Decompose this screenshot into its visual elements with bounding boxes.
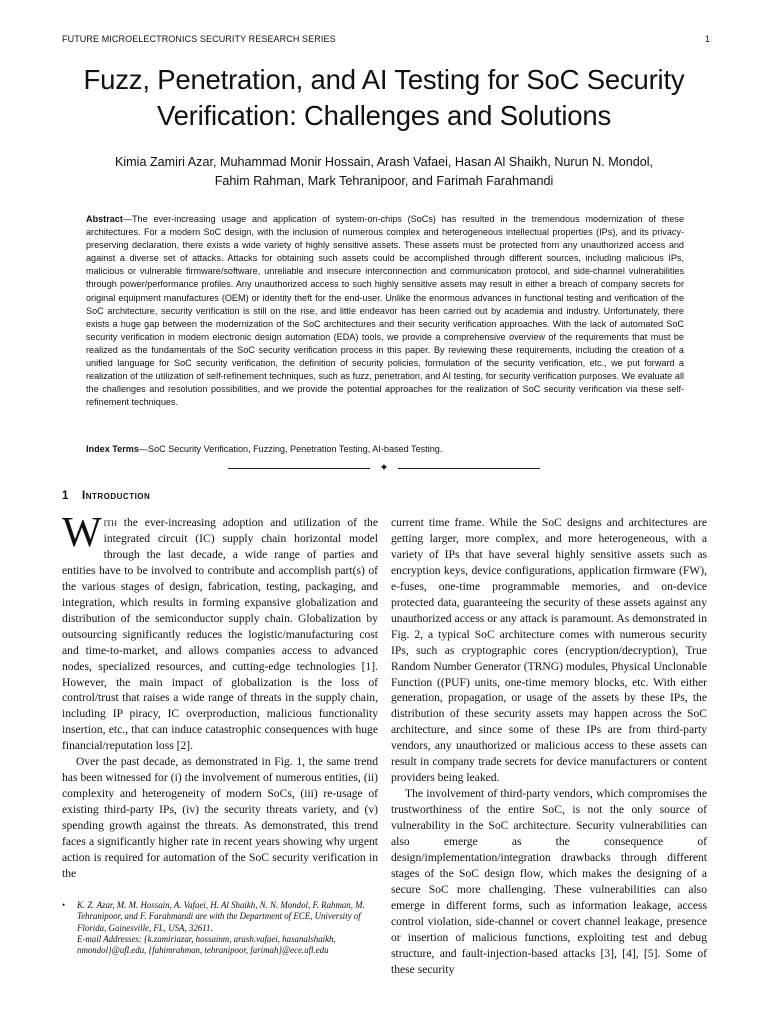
section-number: 1 <box>62 490 69 502</box>
author-line-2: Fahim Rahman, Mark Tehranipoor, and Farimah Farahmandi <box>214 174 554 188</box>
running-header <box>62 34 710 48</box>
lead-small-caps: ith <box>103 516 117 529</box>
right-column <box>391 515 707 978</box>
footnote-bullet: • <box>62 900 66 910</box>
index-terms-label: Index Terms <box>86 444 139 454</box>
section-title: Introduction <box>82 490 151 502</box>
footnote-affiliation: K. Z. Azar, M. M. Hossain, A. Vafaei, H. Al Shaikh, N. N. Mondol, F. Rahman, M. Tehranipoor, and F. Farahmandi are with the Department of ECE, University of Florida, Gainesville, FL, USA, 32611. <box>77 900 365 933</box>
abstract-text: —The ever-increasing usage and application of system-on-chips (SoCs) has resulted in the tremendous modernization of these architectures. For a modern SoC design, with the inclusion of numerous complex and heterogeneous intellectual properties (IPs), and its privacy-preserving declaration, there exists a wide variety of highly sensitive assets. These assets must be protected from any unauthorized access and against a diverse set of attacks. Attacks for obtaining such assets could be accomplished through different sources, including malicious IPs, malicious or vulnerable firmware/software, unreliable and insecure interconnection and communication protocol, and side-channel vulnerabilities through power/performance profiles. Any unauthorized access to such highly sensitive assets may result in either a breach of company secrets for original equipment manufactures (OEM) or identity theft for the end-user. Unlike the enormous advances in functional testing and verification of the SoC architecture, security verification is still on the rise, and little endeavor has been carried out by academia and industry. Unfortunately, there exists a huge gap between the modernization of the SoC architectures and their security verification approaches. With the lack of automated SoC security verification in modern electronic design automation (EDA) tools, we provide a comprehensive overview of the requirements that must be realized as the fundamentals of the SoC security verification process in this paper. By reviewing these requirements, including the creation of a unified language for SoC security verification, the definition of security policies, formulation of the security verification, etc., we put forward a realization of the utilization of self-refinement techniques, such as fuzz, penetration, and AI testing, for security verification purposes. We evaluate all the challenges and resolution possibilities, and we provide the potential approaches for the realization of SoC security verification via these self-refinement techniques. <box>86 214 684 408</box>
body-paragraph: current time frame. While the SoC designs and architectures are getting larger, more complex, and more heterogeneous, with a variety of IPs that have several highly sensitive assets such as encryption keys, device configurations, application firmware (FW), e-fuses, one-time programmable memories, and on-device protected data, guaranteeing the security of these assets against any unauthorized access or any attack is paramount. As demonstrated in Fig. 2, a typical SoC architecture comes with numerous security IPs, such as cryptographic cores (encryption/decryption), True Random Number Generator (TRNG) modules, Physical Unclonable Function ((PUF) units, one-time memory blocks, etc. With either generation, propagation, or usage of the assets by these IPs, the distribution of these security assets may happen across the SoC architecture, and since some of these IPs are from third-party vendors, any unauthorized or malicious access to these assets can result in company trade secrets for device manufacturers or content providers being leaked. <box>391 516 707 785</box>
series-name: FUTURE MICROELECTRONICS SECURITY RESEARCH SERIES <box>62 34 336 44</box>
body-paragraph <box>62 510 378 754</box>
section-heading <box>62 490 382 506</box>
drop-cap: W <box>62 510 102 556</box>
abstract-label: Abstract <box>86 214 123 224</box>
divider-ornament: ✦ <box>379 461 389 474</box>
divider-line-right <box>398 468 540 469</box>
paragraph-text: the ever-increasing adoption and utilization of the integrated circuit (IC) supply chain horizontal model through the last decade, a wide range of parties and entities have to be involved to contribute and accomplish part(s) of the various stages of design, fabrication, testing, packaging, and integration, which results in forming expansive globalization and distribution of the semiconductor supply chain. Globalization by outsourcing significantly reduces the logistic/manufacturing cost and time-to-market, and allows companies access to advanced nodes, specialized resources, and cutting-edge technologies [1]. However, the main impact of globalization is the loss of control/trust that raises a wide range of threats in the supply chain, including IP piracy, IC overproduction, malicious functionality insertion, etc., that can induce catastrophic consequences with huge financial/reputation loss [2]. <box>62 516 378 753</box>
divider-line-left <box>228 468 370 469</box>
author-list <box>60 153 708 191</box>
author-line-1: Kimia Zamiri Azar, Muhammad Monir Hossain, Arash Vafaei, Hasan Al Shaikh, Nurun N. Mondol, <box>114 155 654 169</box>
body-paragraph: The involvement of third-party vendors, which compromises the trustworthiness of the entire SoC, is not the only source of vulnerability in the SoC architecture. Security vulnerabilities can also emerge as the consequence of design/implementation/integration drawbacks through different stages of the SoC design flow, which makes the designing of a secure SoC more challenging. These vulnerabilities can also emerge in different forms, such as information leakage, access control violation, side-channel or covert channel leakage, presence or insertion of malicious functions, exploiting test and debug structure, and fault-injection-based attacks [3], [4], [5]. Some of these security <box>391 787 707 976</box>
index-terms-text: —SoC Security Verification, Fuzzing, Penetration Testing, AI-based Testing. <box>138 444 443 454</box>
left-column <box>62 510 378 882</box>
paper-title: Fuzz, Penetration, and AI Testing for SoC Security Verification: Challenges and Solutions <box>83 64 685 131</box>
page-number: 1 <box>704 34 710 44</box>
abstract <box>86 213 684 409</box>
affiliation-footnote <box>62 900 378 956</box>
body-paragraph: Over the past decade, as demonstrated in Fig. 1, the same trend has been witnessed for (i) the involvement of numerous entities, (ii) complexity and heterogeneity of modern SoCs, (iii) re-usage of existing third-party IPs, (iv) the security threats variety, and (v) spending growth against the threats. As demonstrated, this trend faces a significantly higher rate in recent years showing why urgent action is required for automation of the SoC security verification in the <box>62 755 378 880</box>
index-terms <box>86 443 684 456</box>
footnote-emails: E-mail Addresses: {k.zamiriazar, hossainm, arash.vafaei, hasanalshaikh, nmondol}@ufl.edu, {fahimrahman, tehranipoor, farimah}@ece.ufl.edu <box>77 933 336 956</box>
